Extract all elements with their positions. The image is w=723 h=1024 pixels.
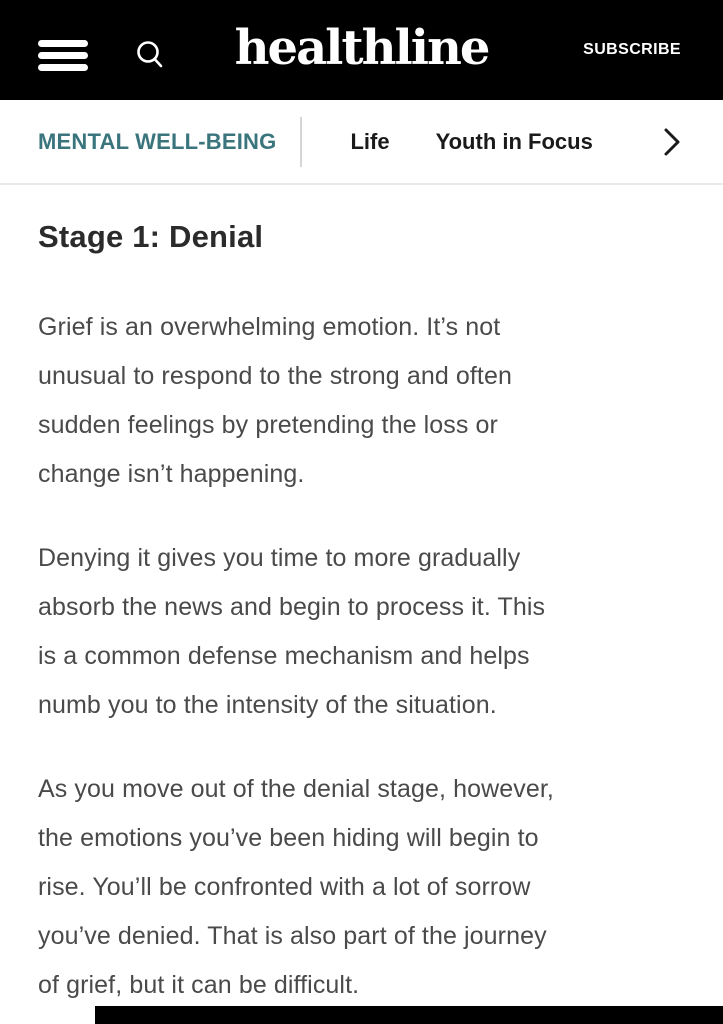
category-nav — [0, 100, 723, 185]
menu-icon[interactable] — [38, 40, 88, 71]
next-section-bar — [95, 1006, 723, 1024]
article-paragraph — [38, 303, 685, 499]
paragraph-line: Grief is an overwhelming emotion. It’s not — [38, 313, 501, 341]
nav-category-mental-well-being[interactable]: MENTAL WELL-BEING — [38, 128, 277, 154]
paragraph-line: numb you to the intensity of the situation. — [38, 691, 497, 719]
site-header — [0, 0, 723, 100]
healthline-logo[interactable]: healthline — [234, 19, 489, 76]
paragraph-line: As you move out of the denial stage, however, — [38, 775, 554, 803]
paragraph-line: change isn’t happening. — [38, 460, 305, 488]
paragraph-line: is a common defense mechanism and helps — [38, 642, 530, 670]
nav-link-youth-in-focus[interactable]: Youth in Focus — [435, 128, 593, 154]
nav-link-life[interactable]: Life — [350, 128, 390, 154]
paragraph-line: you’ve denied. That is also part of the journey — [38, 922, 547, 950]
article-paragraph — [38, 534, 685, 730]
paragraph-line: Denying it gives you time to more gradually — [38, 544, 521, 572]
paragraph-line: of grief, but it can be difficult. — [38, 971, 360, 999]
article-body — [38, 303, 685, 1010]
paragraph-line: sudden feelings by pretending the loss or — [38, 411, 498, 439]
nav-divider — [300, 117, 302, 167]
menu-icon-bar — [38, 64, 88, 71]
article-paragraph — [38, 765, 685, 1010]
article-content — [0, 185, 723, 1010]
menu-icon-bar — [38, 52, 88, 59]
paragraph-line: unusual to respond to the strong and often — [38, 362, 512, 390]
menu-icon-bar — [38, 40, 88, 47]
subscribe-button[interactable]: SUBSCRIBE — [577, 40, 687, 60]
section-heading: Stage 1: Denial — [38, 219, 264, 254]
search-icon[interactable] — [133, 38, 169, 74]
paragraph-line: the emotions you’ve been hiding will begin to — [38, 824, 539, 852]
paragraph-line: rise. You’ll be confronted with a lot of sorrow — [38, 873, 531, 901]
chevron-right-icon[interactable] — [661, 127, 683, 157]
paragraph-line: absorb the news and begin to process it. This — [38, 593, 546, 621]
